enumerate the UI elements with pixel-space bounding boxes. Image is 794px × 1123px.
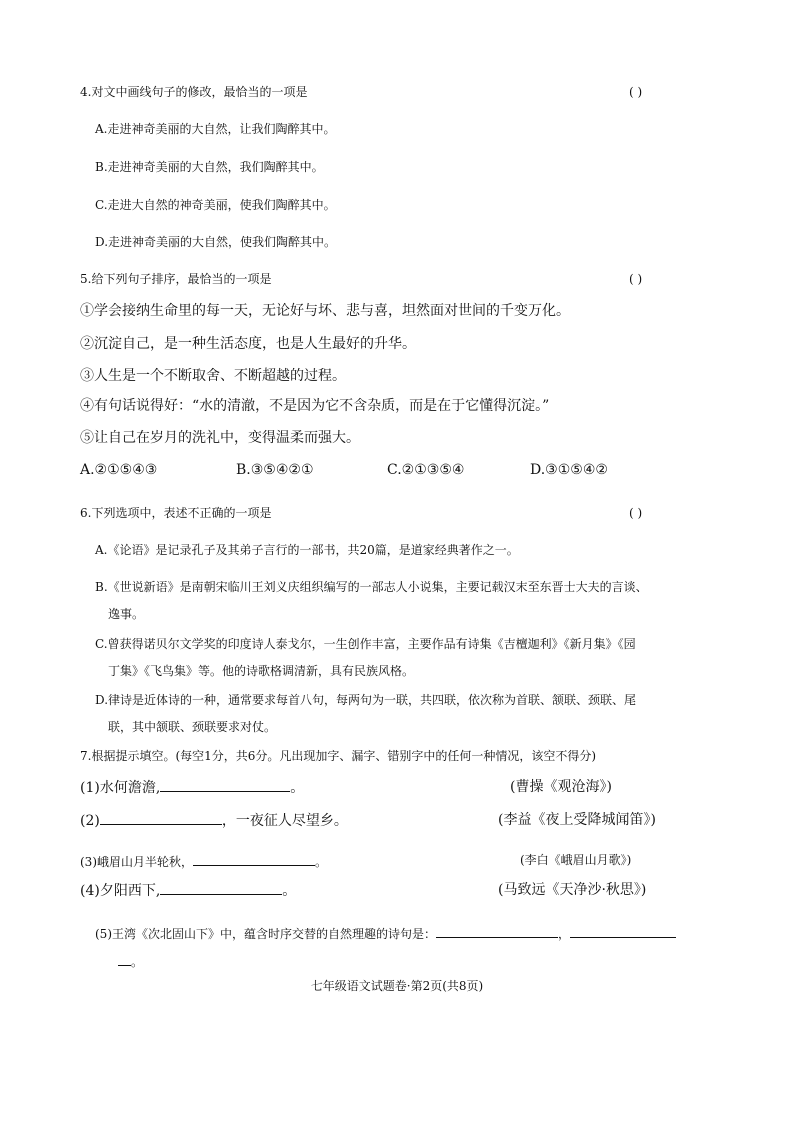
q7-item-3-source: (李白《峨眉山月歌》)	[520, 853, 632, 867]
q7-item-2-blank[interactable]	[100, 812, 222, 825]
q5-answer-paren[interactable]: ( )	[629, 272, 643, 286]
q6-option-b-line1: B.《世说新语》是南朝宋临川王刘义庆组织编写的一部志人小说集，主要记载汉末至东晋士大夫的言谈、	[95, 580, 648, 594]
q7-stem: 7.根据提示填空。(每空1分，共6分。凡出现加字、漏字、错别字中的任何一种情况，该空不得分)	[80, 749, 597, 763]
q7-item-1-source: (曹操《观沧海》)	[510, 779, 612, 795]
q4-option-d: D.走进神奇美丽的大自然，使我们陶醉其中。	[95, 235, 337, 249]
q7-item-5	[95, 925, 676, 941]
q6-option-d-line2: 联，其中颔联、颈联要求对仗。	[108, 720, 277, 734]
q7-item-2-source: (李益《夜上受降城闻笛》)	[498, 812, 656, 828]
q7-item-5-mid: ，	[558, 927, 571, 941]
q7-item-4	[80, 882, 296, 900]
q7-item-1-post: 。	[290, 780, 305, 796]
q7-item-3-pre: (3)峨眉山月半轮秋，	[80, 855, 193, 869]
q5-sentence-1: ①学会接纳生命里的每一天，无论好与坏、悲与喜，坦然面对世间的千变万化。	[80, 303, 570, 319]
q6-option-c-line1: C.曾获得诺贝尔文学奖的印度诗人泰戈尔，一生创作丰富，主要作品有诗集《吉檀迦利》《新月集》《园	[95, 637, 636, 651]
q7-item-5-blank-2-cont[interactable]	[118, 953, 131, 966]
q7-item-5-pre: (5)王湾《次北固山下》中，蕴含时序交替的自然理趣的诗句是：	[95, 927, 437, 941]
q7-item-5-blank-1[interactable]	[436, 925, 558, 938]
q7-item-1	[80, 779, 304, 797]
q4-option-c: C.走进大自然的神奇美丽，使我们陶醉其中。	[95, 198, 336, 212]
q5-sentence-5: ⑤让自己在岁月的洗礼中，变得温柔而强大。	[80, 430, 360, 446]
q5-option-b: B.③⑤④②①	[236, 462, 314, 478]
q4-stem: 4.对文中画线句子的修改，最恰当的一项是	[80, 85, 308, 99]
q7-item-1-blank[interactable]	[160, 779, 290, 792]
q7-item-3	[80, 853, 327, 869]
q4-option-b: B.走进神奇美丽的大自然，我们陶醉其中。	[95, 160, 324, 174]
q7-item-4-blank[interactable]	[160, 882, 282, 895]
q5-option-d: D.③①⑤④②	[530, 462, 608, 478]
q7-item-3-blank[interactable]	[193, 853, 315, 866]
q4-answer-paren[interactable]: ( )	[629, 85, 643, 99]
q5-option-a: A.②①⑤④③	[80, 462, 158, 478]
q6-option-a: A.《论语》是记录孔子及其弟子言行的一部书，共20篇，是道家经典著作之一。	[95, 543, 519, 557]
q5-sentence-3: ③人生是一个不断取舍、不断超越的过程。	[80, 368, 346, 384]
q7-item-3-post: 。	[315, 855, 328, 869]
q7-item-4-post: 。	[282, 883, 297, 899]
q6-answer-paren[interactable]: ( )	[629, 506, 643, 520]
q6-option-b-line2: 逸事。	[108, 607, 145, 621]
q7-item-5-cont	[118, 953, 143, 969]
q7-item-4-source: (马致远《天净沙·秋思》)	[498, 882, 647, 898]
q6-option-c-line2: 丁集》《飞鸟集》等。他的诗歌格调清新，具有民族风格。	[108, 664, 415, 678]
q6-option-d-line1: D.律诗是近体诗的一种，通常要求每首八句，每两句为一联，共四联，依次称为首联、颔联、颈联、尾	[95, 693, 637, 707]
q5-sentence-4: ④有句话说得好：“水的清澈，不是因为它不含杂质，而是在于它懂得沉淀。”	[80, 398, 550, 414]
page-footer: 七年级语文试题卷·第2页(共8页)	[310, 979, 484, 993]
q5-option-c: C.②①③⑤④	[387, 462, 465, 478]
q7-item-1-pre: (1)水何澹澹,	[80, 780, 161, 796]
q4-option-a: A.走进神奇美丽的大自然，让我们陶醉其中。	[95, 122, 336, 136]
q7-item-4-pre: (4)夕阳西下,	[80, 883, 161, 899]
q7-item-2	[80, 812, 348, 830]
q7-item-5-blank-2[interactable]	[570, 925, 676, 938]
q5-sentence-2: ②沉淀自己，是一种生活态度，也是人生最好的升华。	[80, 336, 416, 352]
q7-item-5-end: 。	[131, 955, 144, 969]
q7-item-2-pre: (2)	[80, 813, 100, 829]
q6-stem: 6.下列选项中，表述不正确的一项是	[80, 506, 272, 520]
q5-stem: 5.给下列句子排序，最恰当的一项是	[80, 272, 272, 286]
q7-item-2-post: ，一夜征人尽望乡。	[221, 813, 348, 829]
